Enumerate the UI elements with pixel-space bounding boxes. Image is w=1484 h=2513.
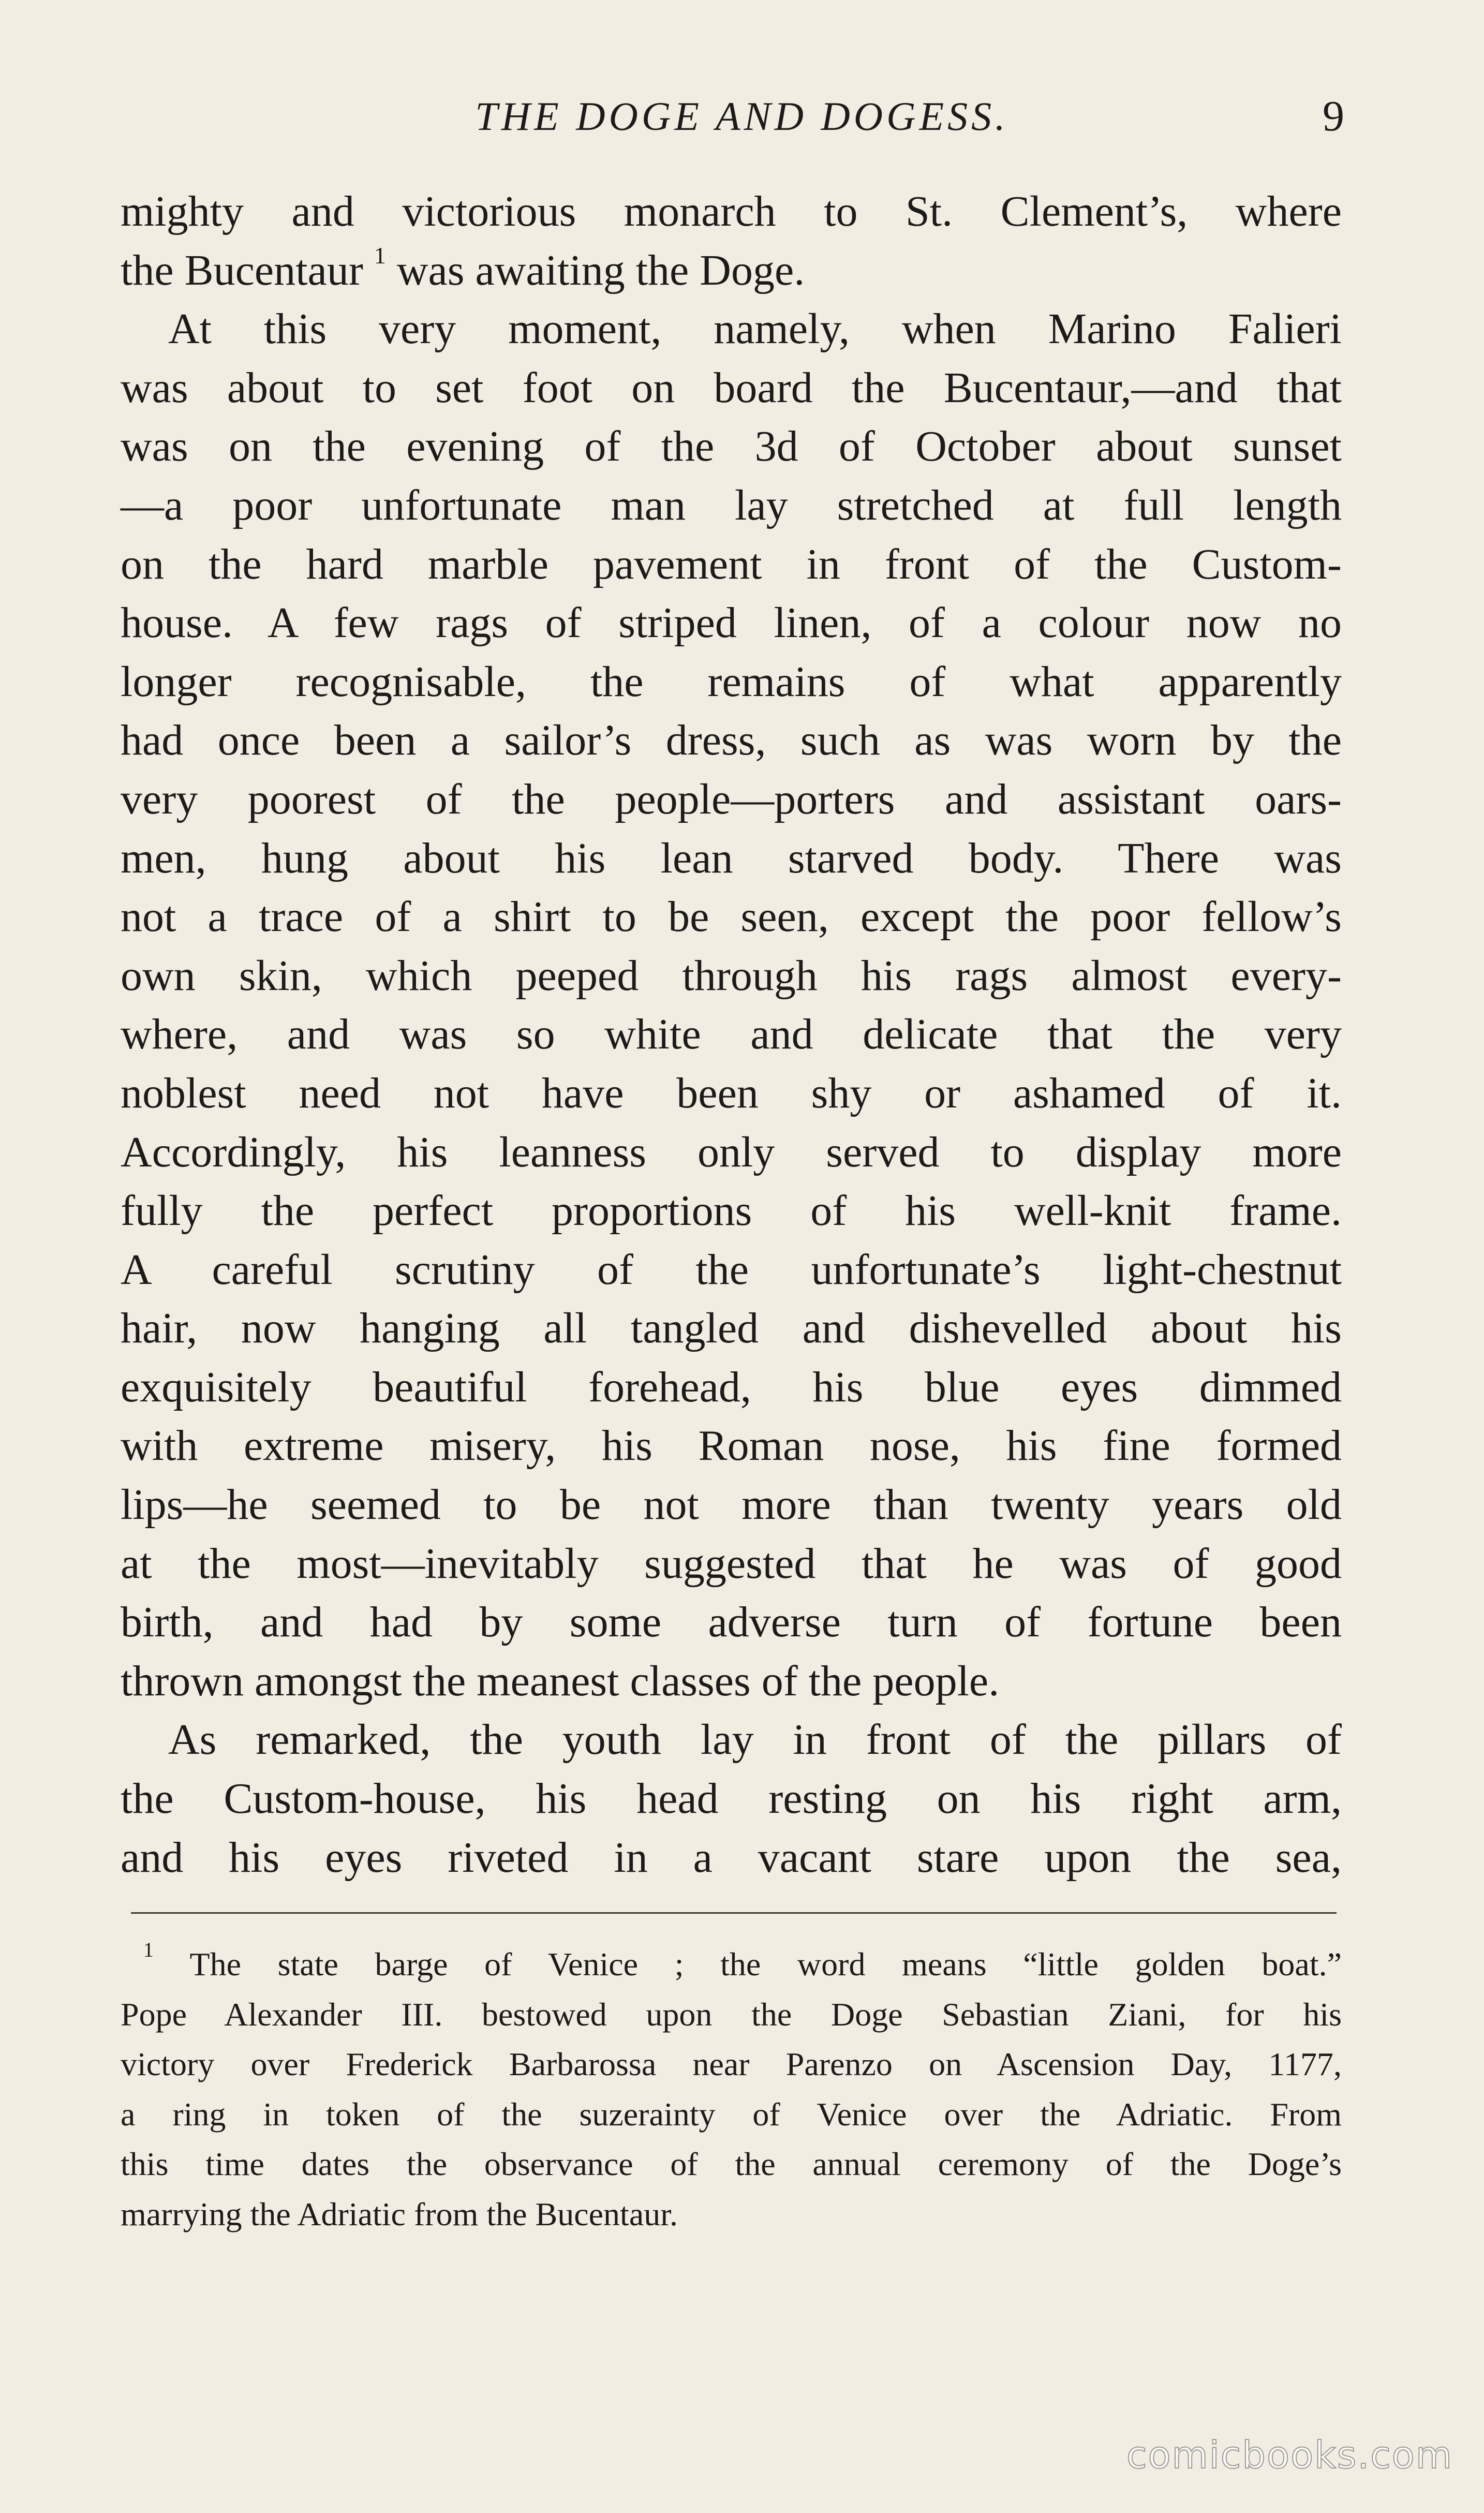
text-line: As remarked, the youth lay in front of the pillars of: [168, 1716, 1342, 1764]
footnote-text: The state barge of Venice ; the word means “little golden boat.”: [189, 1946, 1342, 1983]
footnote-divider: [131, 1912, 1337, 1914]
text-line: noblest need not have been shy or ashamed of it.: [121, 1069, 1342, 1117]
footnote-line: marrying the Adriatic from the Bucentaur.: [121, 2195, 678, 2233]
footnote-line: [121, 1940, 1342, 1990]
text-line: Accordingly, his leanness only served to display more: [121, 1128, 1342, 1176]
text-line: lips—he seemed to be not more than twenty years old: [121, 1481, 1342, 1529]
page-number: 9: [1323, 92, 1344, 140]
text-line: was about to set foot on board the Bucentaur,—and that: [121, 363, 1342, 412]
footnote: [121, 1940, 1342, 2240]
text-line: at the most—inevitably suggested that he was of good: [121, 1539, 1342, 1588]
text-line: exquisitely beautiful forehead, his blue eyes dimmed: [121, 1363, 1342, 1411]
text-line: At this very moment, namely, when Marino Falieri: [168, 305, 1342, 353]
text-line: where, and was so white and delicate that the very: [121, 1010, 1342, 1059]
text-line: men, hung about his lean starved body. There was: [121, 834, 1342, 882]
text-line: was on the evening of the 3d of October about sunset: [121, 422, 1342, 471]
footnote-marker: 1: [143, 1938, 154, 1961]
footnote-line: Pope Alexander III. bestowed upon the Doge Sebastian Ziani, for his: [121, 1995, 1342, 2033]
text-line: and his eyes riveted in a vacant stare upon the sea,: [121, 1833, 1342, 1882]
text-line: longer recognisable, the remains of what apparently: [121, 657, 1342, 706]
text-fragment: the Bucentaur: [121, 246, 363, 294]
text-line: the Custom-house, his head resting on his right arm,: [121, 1775, 1342, 1823]
text-fragment: was awaiting the Doge.: [396, 246, 805, 294]
text-line: [121, 241, 1342, 300]
text-line: hair, now hanging all tangled and dishevelled about his: [121, 1304, 1342, 1353]
running-title: THE DOGE AND DOGESS.: [475, 94, 1009, 139]
text-line: had once been a sailor’s dress, such as was worn by the: [121, 716, 1342, 765]
text-line: mighty and victorious monarch to St. Clement’s, where: [121, 187, 1342, 235]
body-text: [121, 182, 1342, 1887]
text-line: birth, and had by some adverse turn of fortune been: [121, 1598, 1342, 1647]
text-line: —a poor unfortunate man lay stretched at full length: [121, 481, 1342, 529]
text-line: on the hard marble pavement in front of the Custom-: [121, 540, 1342, 588]
text-line: own skin, which peeped through his rags almost every-: [121, 951, 1342, 1000]
text-line: with extreme misery, his Roman nose, his fine formed: [121, 1422, 1342, 1470]
running-head: [0, 88, 1484, 145]
text-line: fully the perfect proportions of his well-knit frame.: [121, 1187, 1342, 1235]
text-line: very poorest of the people—porters and assistant oars-: [121, 775, 1342, 823]
text-line: house. A few rags of striped linen, of a colour now no: [121, 599, 1342, 647]
footnote-line: a ring in token of the suzerainty of Venice over the Adriatic. From: [121, 2095, 1342, 2133]
text-line: thrown amongst the meanest classes of the people.: [121, 1657, 1000, 1705]
text-line: not a trace of a shirt to be seen, except the poor fellow’s: [121, 893, 1342, 941]
footnote-reference: 1: [374, 242, 386, 269]
footnote-line: this time dates the observance of the annual ceremony of the Doge’s: [121, 2146, 1342, 2183]
site-watermark: comicbooks.com: [1126, 2433, 1453, 2477]
text-line: A careful scrutiny of the unfortunate’s light-chestnut: [121, 1245, 1342, 1294]
footnote-line: victory over Frederick Barbarossa near Parenzo on Ascension Day, 1177,: [121, 2046, 1342, 2083]
